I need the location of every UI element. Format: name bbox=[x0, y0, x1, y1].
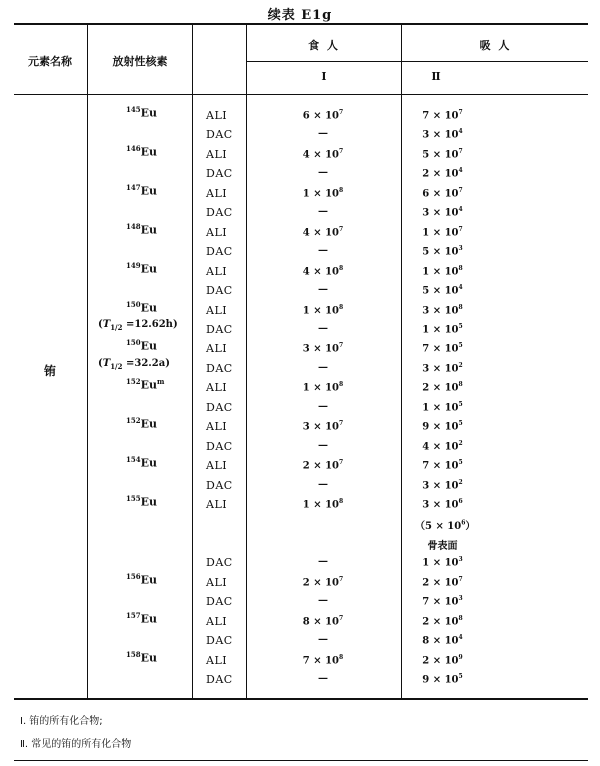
header-element-name: 元素名称 bbox=[28, 55, 72, 68]
nuclide-label: $^{157}$Eu bbox=[126, 610, 158, 626]
ingestion-value: — bbox=[318, 556, 328, 568]
ingestion-value: — bbox=[318, 167, 328, 179]
header-ingestion: 食 人 bbox=[308, 39, 340, 52]
limit-type: ALI bbox=[206, 653, 228, 667]
inhalation-value: $2 \times 10^8$ bbox=[422, 381, 463, 394]
nuclide-label: $^{155}$Eu bbox=[126, 494, 158, 509]
inhalation-value: $1 \times 10^5$ bbox=[422, 400, 463, 414]
ingestion-value: $3 \times 10^7$ bbox=[302, 420, 344, 433]
limit-type: ALI bbox=[206, 575, 228, 589]
inhalation-value: $7 \times 10^5$ bbox=[422, 342, 463, 355]
inhalation-value: $2 \times 10^7$ bbox=[422, 575, 463, 589]
limit-type: DAC bbox=[206, 478, 233, 492]
col-divider-1 bbox=[87, 24, 88, 699]
ingestion-value: — bbox=[318, 206, 328, 218]
rule-page-bottom bbox=[14, 760, 588, 761]
inhalation-value: $5 \times 10^4$ bbox=[422, 284, 463, 297]
col-divider-4 bbox=[401, 24, 402, 699]
ingestion-value: $6 \times 10^7$ bbox=[302, 109, 344, 122]
ingestion-value: $1 \times 10^8$ bbox=[302, 303, 344, 316]
ingestion-value: — bbox=[318, 478, 328, 490]
header-ingestion-class: Ⅰ bbox=[321, 70, 327, 83]
ingestion-value: $2 \times 10^7$ bbox=[302, 575, 344, 589]
header-nuclide: 放射性核素 bbox=[112, 55, 168, 68]
inhalation-value: $2 \times 10^9$ bbox=[422, 653, 463, 666]
ingestion-value: $2 \times 10^7$ bbox=[302, 459, 344, 472]
inhalation-value: $2 \times 10^8$ bbox=[422, 614, 463, 628]
ingestion-value: — bbox=[318, 284, 328, 296]
ingestion-value: $1 \times 10^8$ bbox=[302, 186, 344, 200]
limit-type: DAC bbox=[206, 245, 233, 259]
nuclide-label: $^{150}$Eu bbox=[126, 299, 158, 315]
inhalation-value: $6 \times 10^7$ bbox=[422, 186, 463, 200]
col-divider-2 bbox=[192, 24, 193, 699]
limit-type: ALI bbox=[206, 225, 228, 239]
inhalation-value: $9 \times 10^5$ bbox=[422, 673, 463, 686]
ingestion-value: — bbox=[318, 595, 328, 607]
ingestion-value: — bbox=[318, 439, 328, 451]
limit-type: ALI bbox=[206, 498, 228, 511]
inhalation-value: $1 \times 10^3$ bbox=[422, 556, 463, 569]
ingestion-value: $7 \times 10^8$ bbox=[302, 653, 344, 666]
ingestion-value: — bbox=[318, 128, 328, 140]
inhalation-value: $3 \times 10^2$ bbox=[422, 361, 463, 375]
nuclide-label: $^{156}$Eu bbox=[126, 571, 158, 587]
nuclide-label: $^{148}$Eu bbox=[126, 221, 158, 237]
ingestion-value: $1 \times 10^8$ bbox=[302, 381, 344, 394]
element-name: 铕 bbox=[43, 364, 56, 378]
limit-type: DAC bbox=[206, 556, 233, 570]
footnote-1: Ⅰ. 铕的所有化合物; bbox=[20, 716, 103, 727]
inhalation-value: $3 \times 10^4$ bbox=[422, 128, 463, 141]
rule-header-bottom bbox=[14, 94, 588, 95]
inhalation-value: $5 \times 10^7$ bbox=[422, 147, 463, 161]
nuclide-label: $^{147}$Eu bbox=[126, 182, 158, 198]
rule-subheader bbox=[246, 61, 588, 62]
limit-type: DAC bbox=[206, 439, 233, 453]
limit-type: DAC bbox=[206, 284, 233, 298]
inhalation-value: $7 \times 10^7$ bbox=[422, 109, 463, 122]
ingestion-value: — bbox=[318, 361, 328, 373]
limit-type: DAC bbox=[206, 673, 233, 687]
ingestion-value: $8 \times 10^7$ bbox=[302, 614, 344, 628]
inhalation-value: $3 \times 10^6$ bbox=[422, 498, 463, 511]
inhalation-value: $4 \times 10^2$ bbox=[422, 439, 463, 452]
header-inhalation: 吸 人 bbox=[479, 39, 512, 52]
ingestion-value: — bbox=[318, 322, 328, 334]
limit-type: DAC bbox=[206, 400, 233, 414]
limit-type: ALI bbox=[206, 264, 228, 278]
inhalation-value: $1 \times 10^5$ bbox=[422, 322, 463, 336]
limit-type: DAC bbox=[206, 322, 233, 336]
nuclide-label: $^{145}$Eu bbox=[126, 105, 158, 120]
ingestion-value: $1 \times 10^8$ bbox=[302, 498, 344, 511]
limit-type: ALI bbox=[206, 459, 228, 473]
limit-type: ALI bbox=[206, 147, 228, 161]
ingestion-value: $4 \times 10^7$ bbox=[302, 147, 344, 161]
limit-type: DAC bbox=[206, 128, 233, 142]
half-life-label: $(T_{1/2} =32.2a)$ bbox=[98, 357, 170, 371]
inhalation-value: $3 \times 10^8$ bbox=[422, 303, 463, 316]
rule-top bbox=[14, 23, 588, 25]
limit-type: ALI bbox=[206, 420, 228, 434]
inhalation-value: $1 \times 10^7$ bbox=[422, 225, 463, 239]
limit-type: ALI bbox=[206, 381, 228, 395]
inhalation-value: 骨表面 bbox=[427, 540, 458, 552]
ingestion-value: $4 \times 10^8$ bbox=[302, 264, 344, 277]
nuclide-label: $^{158}$Eu bbox=[126, 649, 158, 665]
limit-type: DAC bbox=[206, 361, 233, 375]
ingestion-value: $3 \times 10^7$ bbox=[302, 342, 344, 355]
limit-type: DAC bbox=[206, 595, 233, 609]
nuclide-label: $^{149}$Eu bbox=[126, 260, 158, 276]
table-title: 续表 E1g bbox=[267, 8, 333, 23]
inhalation-value: $3 \times 10^2$ bbox=[422, 478, 463, 491]
ingestion-value: — bbox=[318, 245, 328, 257]
inhalation-value: $(5 \times 10^6)$ bbox=[415, 520, 476, 533]
inhalation-value: $3 \times 10^4$ bbox=[422, 206, 463, 219]
inhalation-value: $9 \times 10^5$ bbox=[422, 420, 463, 433]
inhalation-value: $8 \times 10^4$ bbox=[422, 634, 463, 647]
limit-type: ALI bbox=[206, 109, 228, 122]
inhalation-value: $1 \times 10^8$ bbox=[422, 264, 463, 277]
inhalation-value: $7 \times 10^5$ bbox=[422, 459, 463, 472]
half-life-label: $(T_{1/2} =12.62h)$ bbox=[98, 318, 178, 332]
rule-table-bottom bbox=[14, 698, 588, 700]
limit-type: ALI bbox=[206, 614, 228, 628]
limit-type: ALI bbox=[206, 342, 228, 356]
limit-type: DAC bbox=[206, 634, 233, 648]
header-inhalation-class: Ⅱ bbox=[431, 70, 441, 83]
nuclide-label: $^{152}$Eu bbox=[126, 416, 158, 431]
limit-type: DAC bbox=[206, 167, 233, 181]
nuclide-label: $^{150}$Eu bbox=[126, 338, 158, 354]
ingestion-value: — bbox=[318, 634, 328, 646]
ingestion-value: — bbox=[318, 400, 328, 412]
footnote-2: Ⅱ. 常见的铕的所有化合物 bbox=[20, 739, 132, 750]
nuclide-label: $^{152}$Eu$^m$ bbox=[126, 377, 165, 392]
col-divider-3 bbox=[246, 24, 247, 699]
inhalation-value: $7 \times 10^3$ bbox=[422, 595, 463, 608]
nuclide-label: $^{146}$Eu bbox=[126, 143, 158, 159]
limit-type: ALI bbox=[206, 186, 228, 200]
inhalation-value: $5 \times 10^3$ bbox=[422, 245, 463, 258]
inhalation-value: $2 \times 10^4$ bbox=[422, 167, 463, 180]
ingestion-value: $4 \times 10^7$ bbox=[302, 225, 344, 239]
nuclide-label: $^{154}$Eu bbox=[126, 455, 158, 470]
limit-type: DAC bbox=[206, 206, 233, 220]
ingestion-value: — bbox=[318, 673, 328, 685]
limit-type: ALI bbox=[206, 303, 228, 317]
